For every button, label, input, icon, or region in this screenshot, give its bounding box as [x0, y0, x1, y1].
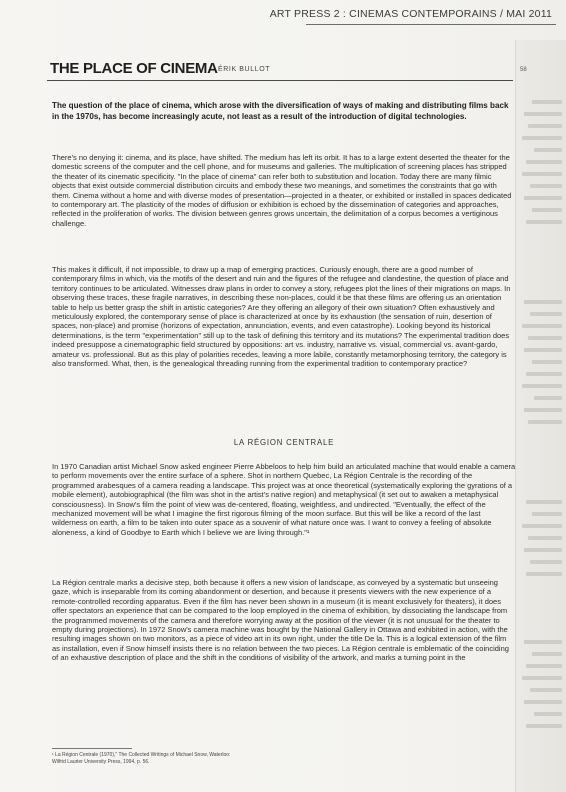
bleed-text-line: [528, 420, 562, 424]
paragraph-text: This makes it difficult, if not impossible, to draw up a map of emerging practices. Curiously enough, there are a good number of contemporary films in which, via the motifs of the desert and ruin and the figures of the refugee and clandestine, the question of place and territory continues to be articulated. Witnesses draw plans in order to convey a story, refugees plot the lines of their migrations on maps. In observing these traces, these fragile narratives, in describing these non-places, could it be that these films are offering us an orientation table to help us better grasp the shift in artistic categories? Are they offering an allegory of their own situation? Often exhaustively and meticulously explored, the contemporary sense of place is characterized at once by its exhaustion (the sensation of ruin, desertion of spaces, non-place) and promise (horizons of expectation, annunciation, events, and even catastrophe). Looking beyond its historical determinations, is the term "experimentation" still up to the task of defining this territory and its mutations? The experimental tradition does indeed presuppose a cinematographic field structured by oppositions: art vs. industry, narrative vs. visual, commercial vs. avant-gardo, amateur vs. professional. But as this play of polarities recedes, leaving a more labile, constantly metamorphosing territory, the category is also transformed. What, then, is the genealogical threading running from the experimental tradition to contemporary practice?: [52, 265, 511, 369]
article-title: THE PLACE OF CINEMA: [50, 60, 218, 77]
bleed-text-line: [526, 724, 562, 728]
bleed-text-line: [524, 300, 562, 304]
footnote-line: Wilfrid Laurier University Press, 1994, p. 56.: [52, 759, 150, 765]
bleed-text-line: [534, 712, 562, 716]
bleed-text-line: [522, 172, 562, 176]
bleed-text-line: [532, 512, 562, 516]
bleed-text-line: [530, 560, 562, 564]
bleed-text-line: [534, 396, 562, 400]
body-paragraph: [52, 578, 516, 663]
bleed-text-line: [528, 336, 562, 340]
bleed-text-line: [524, 548, 562, 552]
bleed-text-line: [526, 220, 562, 224]
body-paragraph: [52, 153, 516, 228]
bleed-text-line: [526, 372, 562, 376]
section-heading: LA RÉGION CENTRALE: [233, 438, 335, 447]
page-number: 58: [520, 67, 527, 73]
bleed-text-line: [522, 676, 562, 680]
footnote: [52, 752, 352, 766]
facing-page-edge: [515, 40, 566, 792]
body-paragraph: [52, 265, 516, 368]
bleed-text-line: [522, 384, 562, 388]
paragraph-text: In 1970 Canadian artist Michael Snow asked engineer Pierre Abbeloos to help him build an articulated machine that would enable a camera to perform movements over the entire surface of a sphere. Shot in northern Quebec, La Région Centrale is the recording of the programmed arabesques of a camera reading a landscape. This project was at once theoretical (systematically exploring the gyrations of a mobile element), autobiographical (the film was shot in the artist's native region) and metaphysical (it set out to awaken a metaphysical consciousness). In Snow's film the point of view was de-centered, floating, weightless, and undirected. "Eventually, the effect of the mechanized movement will be what I imagine the first rigorous filming of the moon surface. But this will be like a record of the last wilderness on earth, a film to be taken into outer space as a souvenir of what nature once was. I want to convey a feeling of absolute aloneness, a kind of Goodbye to Earth which I believe we are living through."¹: [52, 462, 516, 537]
bleed-text-line: [524, 196, 562, 200]
bleed-text-line: [524, 700, 562, 704]
bleed-text-line: [528, 536, 562, 540]
bleed-text-line: [526, 160, 562, 164]
bleed-text-line: [524, 408, 562, 412]
bleed-text-line: [530, 688, 562, 692]
footnote-rule: [52, 748, 132, 749]
article-author: ÉRIK BULLOT: [218, 66, 271, 73]
footnote-line: ¹ La Région Centrale (1970)," The Collected Writings of Michael Snow, Waterloo:: [52, 752, 231, 758]
bleed-text-line: [530, 312, 562, 316]
bleed-text-line: [530, 184, 562, 188]
bleed-text-line: [526, 572, 562, 576]
bleed-text-line: [522, 324, 562, 328]
bleed-text-line: [524, 112, 562, 116]
bleed-text-line: [534, 148, 562, 152]
bleed-text-line: [526, 664, 562, 668]
bleed-text-line: [528, 124, 562, 128]
bleed-text-line: [526, 500, 562, 504]
bleed-text-line: [522, 136, 562, 140]
title-rule: [47, 80, 513, 81]
bleed-text-line: [532, 652, 562, 656]
article-lede: The question of the place of cinema, which arose with the diversification of ways of making and distributing films back in the 1970s, has become increasingly acute, not least as a result of the introduction of digital technologies.: [52, 101, 509, 122]
paragraph-text: La Région centrale marks a decisive step, both because it offers a new vision of landscape, as conveyed by a systematic but unseeing gaze, which is inseparable from its coming abandonment or desertion, and because it presents viewers with the new experience of a remote-controlled recording apparatus. Even if the film has never been shown in a museum (it is meant exclusively for theaters), it does offer spectators an experience that can be compared to the loop employed in the cinema of exhibition, by dissociating the landscape from the programmed movements of the camera and therefore worrying away at the position of the viewer (it is not unusual for the theater to empty during projections). In 1972 Snow's camera machine was bought by the National Gallery in Ottawa and exhibited in action, with the resulting images shown on two monitors, as a piece of video art in its own right, under the title De la. This is a logical extension of the film as installation, even if Snow himself insists there is no relation between the two pieces. La Région centrale is emblematic of the coinciding of an exhaustive description of place and the shift in the conditions of visibility of the artwork, and marks a turning point in the: [52, 578, 509, 663]
bleed-text-line: [532, 360, 562, 364]
bleed-text-line: [524, 348, 562, 352]
header-rule: [306, 24, 556, 25]
bleed-text-line: [532, 100, 562, 104]
paragraph-text: There's no denying it: cinema, and its place, have shifted. The medium has left its orbit. It has to a large extent deserted the theater for the domestic screens of the computer and the cell phone, and for museums and galleries. The multiplication of screening places has stripped the theater of its cinematic specificity. "In the place of cinema" can refer both to substitution and location. Today there are many filmic objects that exist outside commercial distribution circuits and embody these two meanings, and sometimes the constraints that go with them. Cinema without a home and with diverse modes of presentation—projected in a theater, or exhibited or installed in spaces dedicated to contemporary art. The plasticity of the modes of diffusion or exhibition is echoed by the dissemination of categories and approaches, reflected in the proliferation of works. The division between genres grows uncertain, the delimitation of a corpus becomes a vertiginous challenge.: [52, 153, 512, 228]
bleed-text-line: [532, 208, 562, 212]
body-paragraph: [52, 462, 516, 537]
running-header: ART PRESS 2 : CINEMAS CONTEMPORAINS / MAI 2011: [269, 8, 552, 20]
bleed-text-line: [522, 524, 562, 528]
bleed-text-line: [524, 640, 562, 644]
